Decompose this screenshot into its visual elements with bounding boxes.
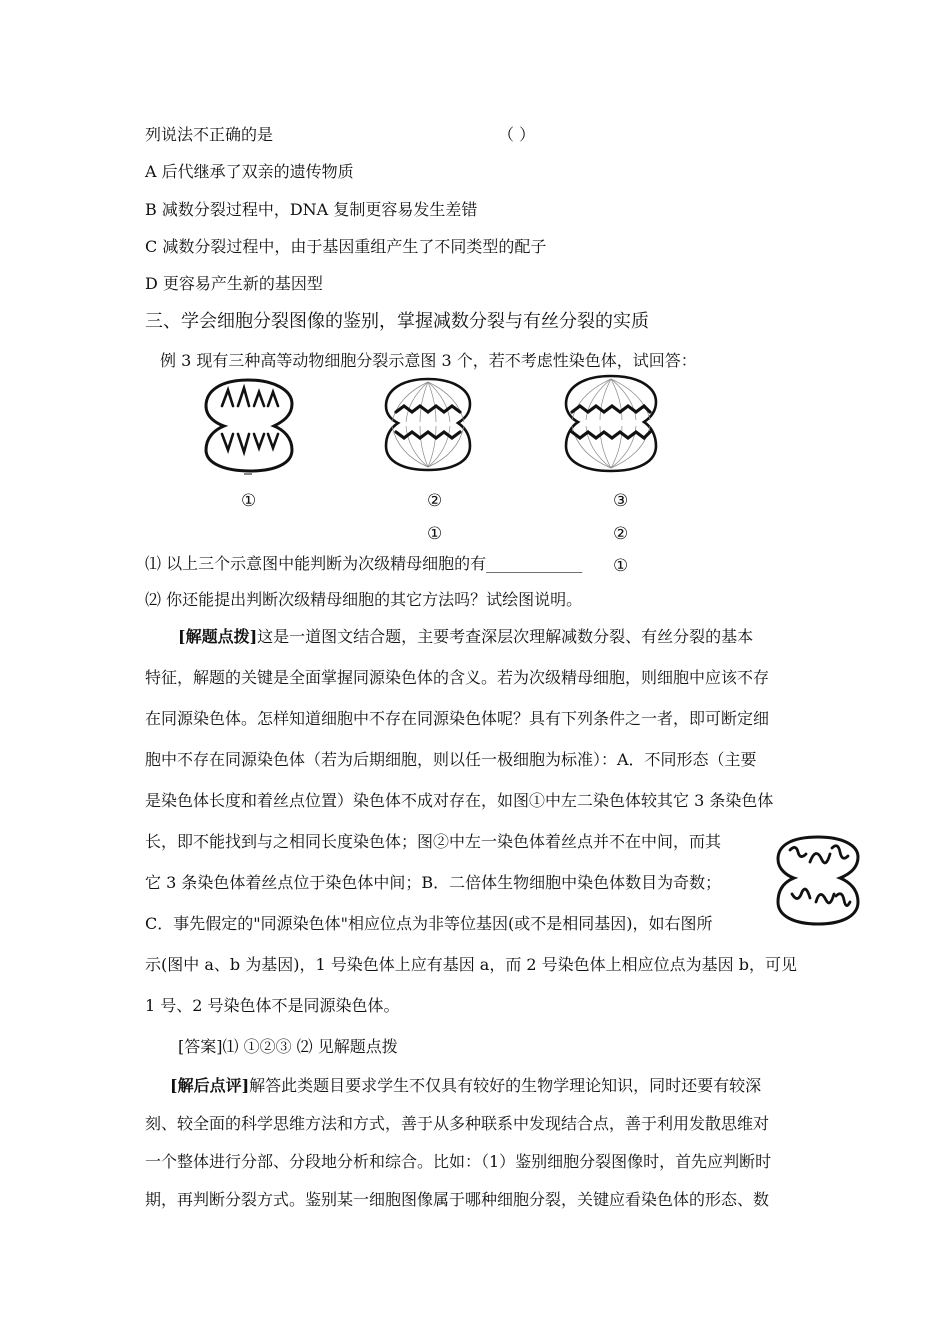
analysis-line: 1 号、2 号染色体不是同源染色体。 [145, 996, 400, 1015]
option-d: D 更容易产生新的基因型 [145, 274, 323, 293]
analysis-line: 长，即不能找到与之相同长度染色体；图②中左一染色体着丝点并不在中间，而其 [145, 832, 722, 851]
cell-figure-1 [200, 376, 300, 476]
review-line: 刻、较全面的科学思维方法和方式，善于从多种联系中发现结合点，善于利用发散思维对 [145, 1114, 770, 1133]
analysis-line: 示(图中 a、b 为基因)，1 号染色体上应有基因 a，而 2 号染色体上相应位点为基因 b，可见 [145, 955, 798, 974]
analysis-line: 胞中不存在同源染色体（若为后期细胞，则以任一极细胞为标准）：A．不同形态（主要 [145, 750, 757, 769]
sub-question-1: ⑴ 以上三个示意图中能判断为次级精母细胞的有____________ [145, 554, 583, 573]
cell-figure-2 [378, 374, 478, 474]
stray-label-2: ② [613, 524, 629, 544]
figure-label-2: ② [427, 491, 443, 511]
section-heading: 三、学会细胞分裂图像的鉴别，掌握减数分裂与有丝分裂的实质 [145, 311, 649, 332]
example-prompt: 例 3 现有三种高等动物细胞分裂示意图 3 个，若不考虑性染色体，试回答： [160, 351, 697, 370]
question-stem: 列说法不正确的是 [145, 125, 274, 144]
option-b: B 减数分裂过程中，DNA 复制更容易发生差错 [145, 200, 478, 219]
analysis-line: 在同源染色体。怎样知道细胞中不存在同源染色体呢？具有下列条件之一者，即可断定细 [145, 709, 770, 728]
answer-blank: （ ） [498, 125, 536, 144]
stray-label-1: ① [427, 524, 443, 544]
sub-question-2: ⑵ 你还能提出判断次级精母细胞的其它方法吗？试绘图说明。 [145, 590, 583, 609]
review-line: 一个整体进行分部、分段地分析和综合。比如：（1）鉴别细胞分裂图像时，首先应判断时 [145, 1152, 772, 1171]
review-line: 期，再判断分裂方式。鉴别某一细胞图像属于哪种细胞分裂，关键应看染色体的形态、数 [145, 1190, 770, 1209]
stray-label-3: ① [613, 556, 629, 576]
answer-line: [答案]⑴ ①②③ ⑵ 见解题点拨 [178, 1037, 398, 1056]
review-tag: [解后点评] [170, 1076, 250, 1095]
cell-figure-3 [560, 372, 662, 476]
analysis-tag: [解题点拨] [178, 627, 258, 646]
option-a: A 后代继承了双亲的遗传物质 [145, 162, 354, 181]
analysis-line: 它 3 条染色体着丝点位于染色体中间；B．二倍体生物细胞中染色体数目为奇数； [145, 873, 722, 892]
figure-label-3: ③ [613, 491, 629, 511]
analysis-line: 特征，解题的关键是全面掌握同源染色体的含义。若为次级精母细胞，则细胞中应该不存 [145, 668, 770, 687]
figure-label-1: ① [241, 491, 257, 511]
analysis-line: 是染色体长度和着丝点位置）染色体不成对存在，如图①中左二染色体较其它 3 条染色体 [145, 791, 774, 810]
option-c: C 减数分裂过程中，由于基因重组产生了不同类型的配子 [145, 237, 547, 256]
analysis-line: 这是一道图文结合题，主要考查深层次理解减数分裂、有丝分裂的基本 [257, 627, 754, 646]
analysis-line: C．事先假定的"同源染色体"相应位点为非等位基因(或不是相同基因)，如右图所 [145, 914, 713, 933]
gene-illustration [770, 832, 866, 928]
review-line: 解答此类题目要求学生不仅具有较好的生物学理论知识，同时还要有较深 [249, 1076, 762, 1095]
